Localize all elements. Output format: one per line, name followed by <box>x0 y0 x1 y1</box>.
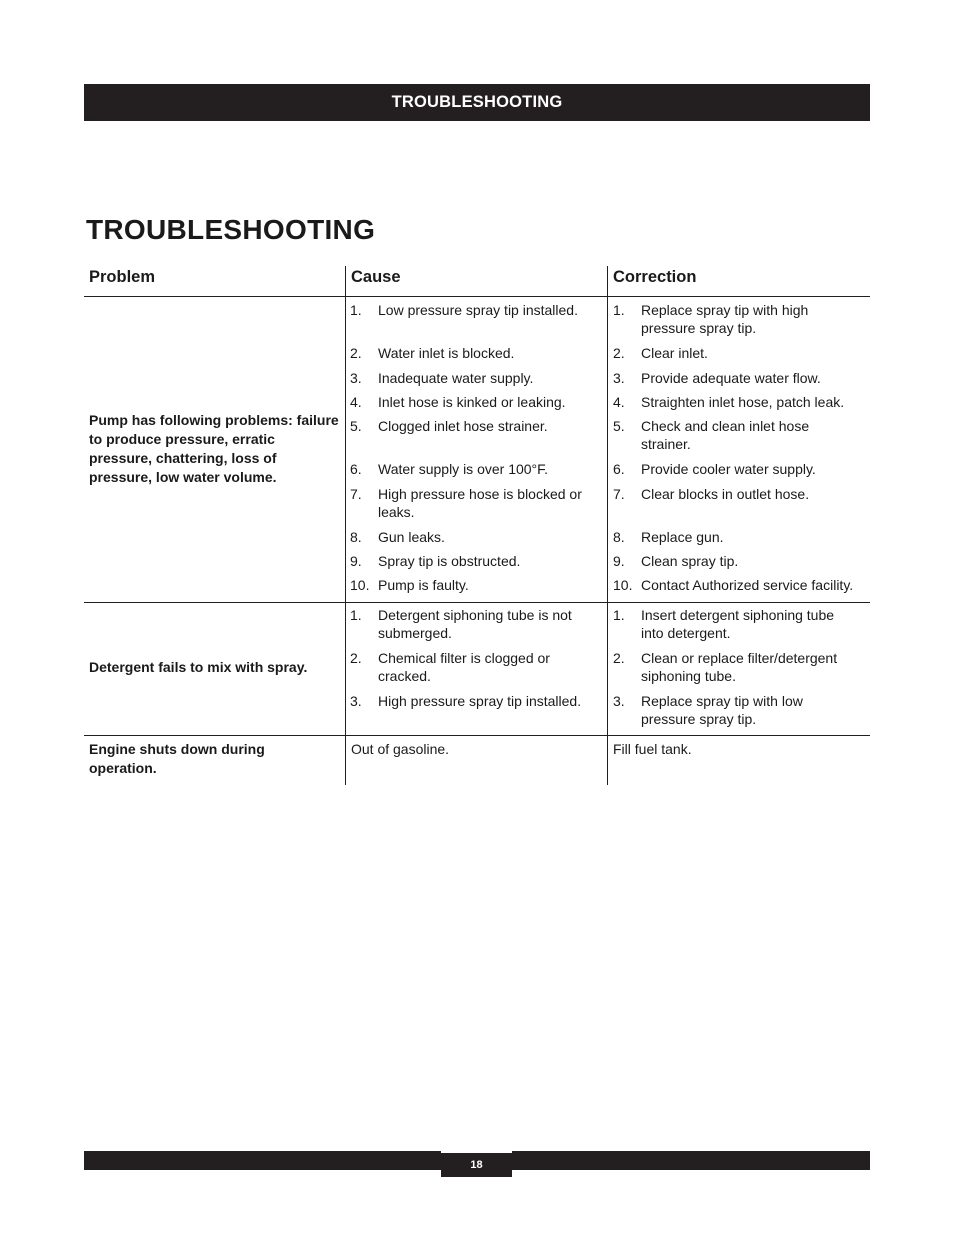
column-divider <box>345 266 346 785</box>
section-header-title: TROUBLESHOOTING <box>391 93 563 111</box>
column-header-problem: Problem <box>89 268 156 286</box>
header-rule <box>84 296 870 297</box>
problem-cell: Pump has following problems: failure to produce pressure, erratic pressure, chattering, loss of pressure, low water volume. <box>89 412 339 485</box>
column-header-cause: Cause <box>351 268 401 286</box>
page-title: TROUBLESHOOTING <box>86 214 376 245</box>
section-header-bar <box>84 84 870 121</box>
cause-cell: Out of gasoline. <box>351 741 450 757</box>
column-divider <box>607 266 608 785</box>
row-divider <box>84 602 870 603</box>
problem-cell: Detergent fails to mix with spray. <box>89 659 308 675</box>
correction-cell: Fill fuel tank. <box>613 741 692 757</box>
row-divider <box>84 735 870 736</box>
column-header-correction: Correction <box>613 268 697 286</box>
page-number-tab <box>441 1151 512 1177</box>
problem-cell: Engine shuts down during operation. <box>89 741 265 776</box>
page-number: 18 <box>470 1159 483 1171</box>
